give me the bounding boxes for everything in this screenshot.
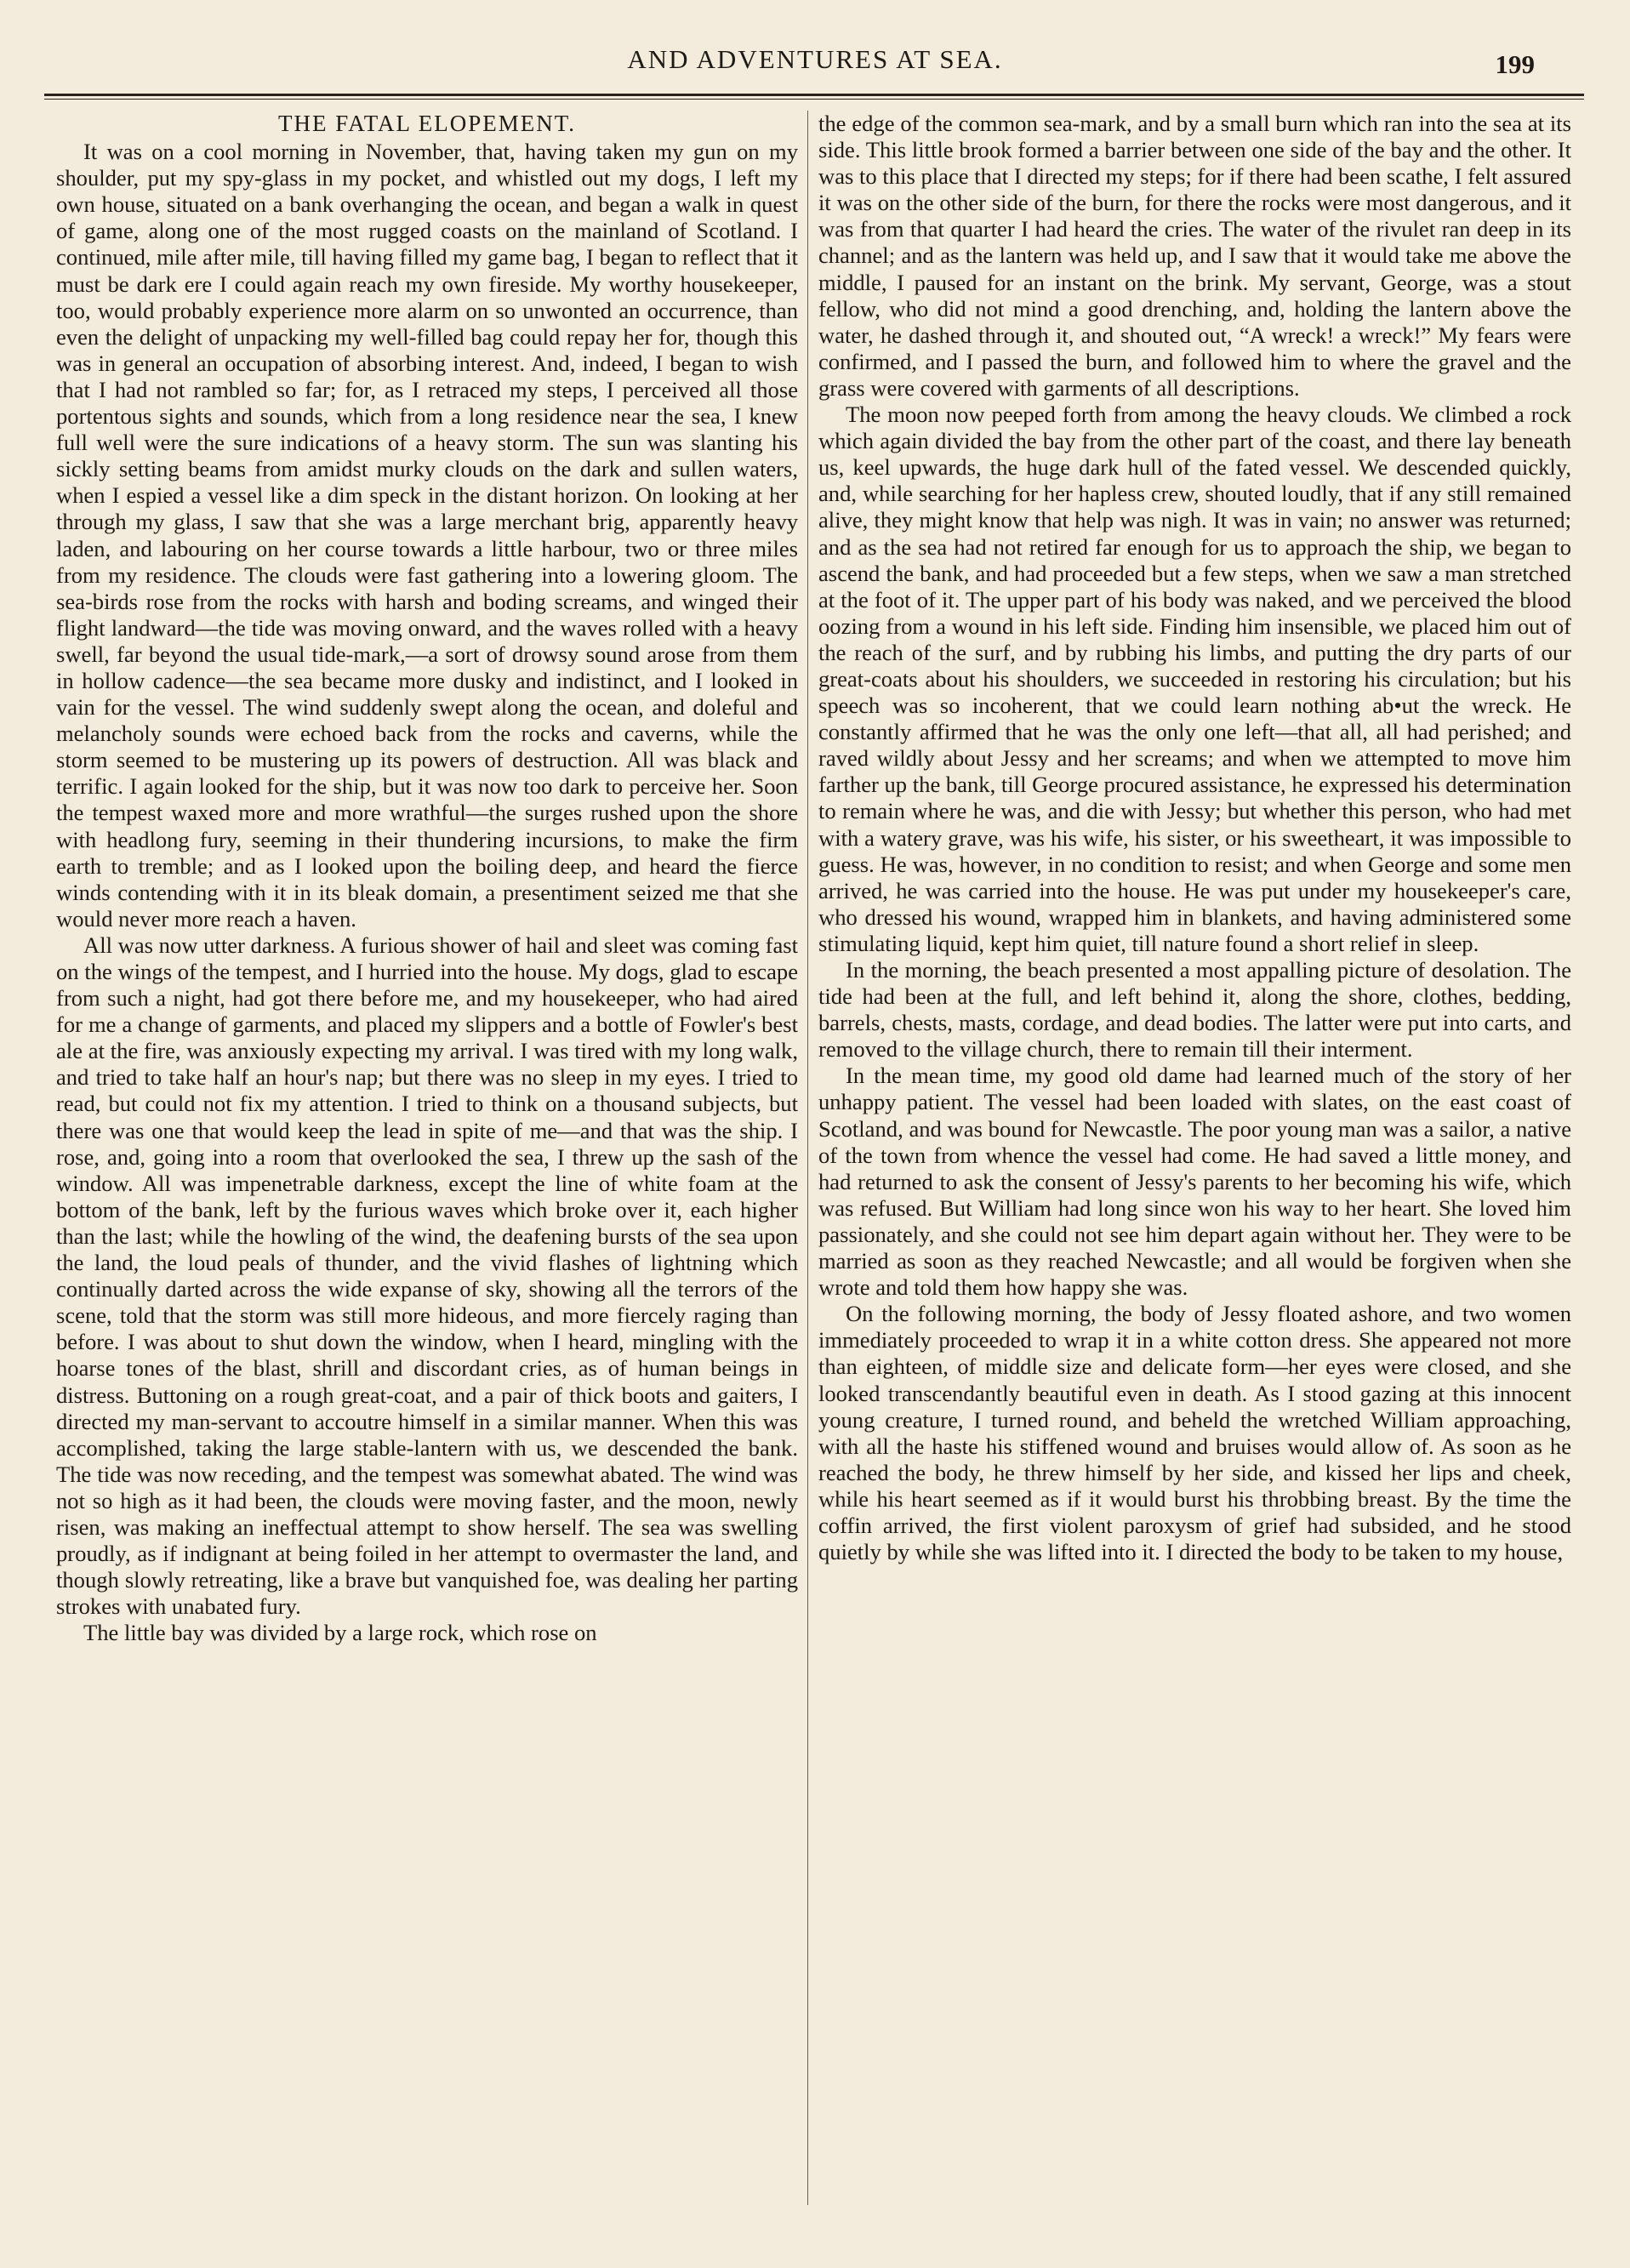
running-head: AND ADVENTURES AT SEA.	[627, 44, 1003, 74]
paragraph: The little bay was divided by a large rock, which rose on	[83, 1620, 597, 1646]
paragraph: It was on a cool morning in November, that, having taken my gun on my shoulder, put my spy-glass in my pocket, and whistled out my dogs, I left my own house, situated on a bank overhanging the ocean, and began a walk in quest of game, along one of the most rugged coasts on the mainland of Scotland. I continued, mile after mile, till having filled my game bag, I began to reflect that it must be dark ere I could again reach my own fireside. My worthy housekeeper, too, would probably experience more alarm on so unwonted an occurrence, than even the delight of unpacking my well-filled bag could repay her for, though this was in general an occupation of absorbing interest. And, indeed, I began to wish that I had not rambled so far; for, as I retraced my steps, I perceived all those portentous sights and sounds, which from a long residence near the sea, I knew full well were the sure indications of a heavy storm. The sun was slanting his sickly setting beams from amidst murky clouds on the dark and sullen waters, when I espied a vessel like a dim speck in the distant horizon. On looking at her through my glass, I saw that she was a large merchant brig, apparently heavy laden, and labouring on her course towards a little harbour, two or three miles from my residence. The clouds were fast gathering into a lowering gloom. The sea-birds rose from the rocks with harsh and boding screams, and winged their flight landward—the tide was moving onward, and the waves rolled with a heavy swell, far beyond the usual tide-mark,—a sort of drowsy sound arose from them in hollow cadence—the sea became more dusky and indistinct, and I looked in vain for the vessel. The wind suddenly swept along the ocean, and doleful and melancholy sounds were echoed back from the rocks and caverns, while the storm seemed to be mustering up its powers of destruction. All was black and terrific. I again looked for the ship, but it was now too dark to perceive her. Soon the tempest waxed more and more wrathful—the surges rushed upon the shore with headlong fury, seeming in their thundering incursions, to make the firm earth to tremble; and as I looked upon the boiling deep, and heard the fierce winds contending with it in its bleak domain, a presentiment seized me that she would never more reach a haven.	[56, 139, 798, 932]
right-column	[818, 111, 1571, 2220]
column-divider	[807, 111, 808, 2205]
page-number: 199	[1495, 49, 1535, 79]
paragraph: All was now utter darkness. A furious shower of hail and sleet was coming fast on the wings of the tempest, and I hurried into the house. My dogs, glad to escape from such a night, had got there before me, and my housekeeper, who had aired for me a change of garments, and placed my slippers and a bottle of Fowler's best ale at the fire, was anxiously expecting my arrival. I was tired with my long walk, and tried to take half an hour's nap; but there was no sleep in my eyes. I tried to read, but could not fix my attention. I tried to think on a thousand subjects, but there was one that would keep the lead in spite of me—and that was the ship. I rose, and, going into a room that overlooked the sea, I threw up the sash of the window. All was impenetrable darkness, except the line of white foam at the bottom of the bank, left by the furious waves which broke over it, each higher than the last; while the howling of the wind, the deafening bursts of the sea upon the land, the loud peals of thunder, and the vivid flashes of lightning which continually darted across the wide expanse of sky, showing all the terrors of the scene, told that the storm was still more hideous, and more fiercely raging than before. I was about to shut down the window, when I heard, mingling with the hoarse tones of the blast, shrill and discordant cries, as of human beings in distress. Buttoning on a rough great-coat, and a pair of thick boots and gaiters, I directed my man-servant to accoutre himself in a similar manner. When this was accomplished, taking the large stable-lantern with us, we descended the bank. The tide was now receding, and the tempest was somewhat abated. The wind was not so high as it had been, the clouds were moving faster, and the moon, newly risen, was making an ineffectual attempt to show herself. The sea was swelling proudly, as if indignant at being foiled in her attempt to overmaster the land, and though slowly retreating, like a brave but vanquished foe, was dealing her parting strokes with unabated fury.	[56, 932, 798, 1620]
paragraph: the edge of the common sea-mark, and by a small burn which ran into the sea at its side. This little brook formed a barrier between one side of the bay and the other. It was to this place that I directed my steps; for if there had been scathe, I felt assured it was on the other side of the burn, for there the rocks were most dangerous, and it was from that quarter I had heard the cries. The water of the rivulet ran deep in its channel; and as the lantern was held up, and I saw that it would take me above the middle, I paused for an instant on the brink. My servant, George, was a stout fellow, who did not mind a good drenching, and, holding the lantern above the water, he dashed through it, and shouted out, “A wreck! a wreck!” My fears were confirmed, and I passed the burn, and followed him to where the gravel and the grass were covered with garments of all descriptions.	[818, 111, 1571, 401]
header-rule	[44, 94, 1584, 100]
paragraph: In the morning, the beach presented a most appalling picture of desolation. The tide had been at the full, and left behind it, along the shore, clothes, bedding, barrels, chests, masts, cordage, and dead bodies. The latter were put into carts, and removed to the village church, there to remain till their interment.	[818, 957, 1571, 1063]
paragraph: The moon now peeped forth from among the heavy clouds. We climbed a rock which again divided the bay from the other part of the coast, and there lay beneath us, keel upwards, the huge dark hull of the fated vessel. We descended quickly, and, while searching for her hapless crew, shouted loudly, that if any still remained alive, they might know that help was nigh. It was in vain; no answer was returned; and as the sea had not retired far enough for us to approach the ship, we began to ascend the bank, and had proceeded but a few steps, when we saw a man stretched at the foot of it. The upper part of his body was naked, and we perceived the blood oozing from a wound in his left side. Finding him insensible, we placed him out of the reach of the surf, and by rubbing his limbs, and putting the dry parts of our great-coats about his shoulders, we succeeded in restoring his circulation; but his speech was so incoherent, that we could learn nothing ab•ut the wreck. He constantly affirmed that he was the only one left—that all, all had perished; and raved wildly about Jessy and her screams; and when we attempted to move him farther up the bank, till George procured assistance, he expressed his determination to remain where he was, and die with Jessy; but whether this person, who had met with a watery grave, was his wife, his sister, or his sweetheart, it was impossible to guess. He was, however, in no condition to resist; and when George and some men arrived, he was carried into the house. He was put under my housekeeper's care, who dressed his wound, wrapped him in blankets, and having administered some stimulating liquid, kept him quiet, till nature found a short relief in sleep.	[818, 402, 1571, 956]
paragraph: On the following morning, the body of Jessy floated ashore, and two women immediately proceeded to wrap it in a white cotton dress. She appeared not more than eighteen, of middle size and delicate form—her eyes were closed, and she looked transcendantly beautiful even in death. As I stood gazing at this innocent young creature, I turned round, and beheld the wretched William approaching, with all the haste his stiffened wound and bruises would allow of. As soon as he reached the body, he threw himself by her side, and kissed her lips and cheek, while his heart seemed as if it would burst his throbbing breast. By the time the coffin arrived, the first violent paroxysm of grief had subsided, and he stood quietly by while she was lifted into it. I directed the body to be taken to my house,	[818, 1301, 1571, 1565]
left-column	[56, 111, 798, 2220]
paragraph: In the mean time, my good old dame had learned much of the story of her unhappy patient. The vessel had been loaded with slates, on the east coast of Scotland, and was bound for Newcastle. The poor young man was a sailor, a native of the town from whence the vessel had come. He had saved a little money, and had returned to ask the consent of Jessy's parents to her becoming his wife, which was refused. But William had long since won his way to her heart. She loved him passionately, and she could not see him depart again without her. They were to be married as soon as they reached Newcastle; and all would be forgiven when she wrote and told them how happy she was.	[818, 1063, 1571, 1301]
article-title: THE FATAL ELOPEMENT.	[277, 111, 577, 136]
